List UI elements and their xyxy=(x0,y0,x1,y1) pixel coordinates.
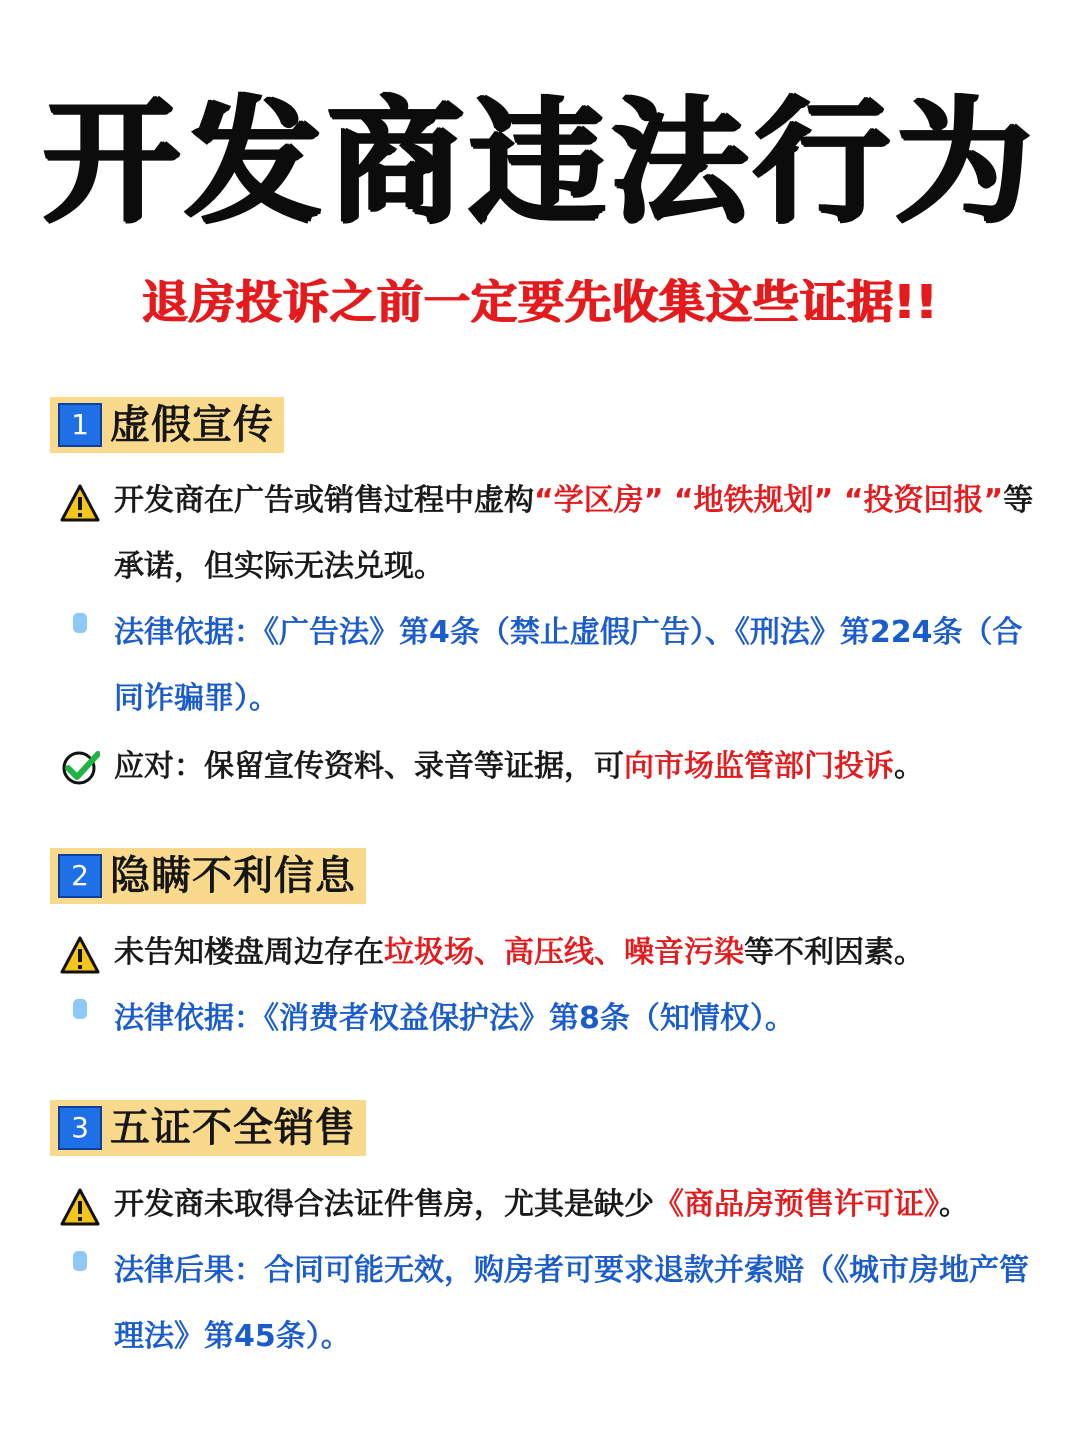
section-number: 2 xyxy=(58,854,102,898)
warning-icon xyxy=(60,934,100,978)
section-title: 隐瞒不利信息 xyxy=(110,853,356,899)
law-text: 法律依据：《消费者权益保护法》第8条（知情权）。 xyxy=(114,1001,795,1036)
section-number: 1 xyxy=(58,403,102,447)
response-text: 应对：保留宣传资料、录音等证据，可向市场监管部门投诉。 xyxy=(114,749,924,784)
section-title: 五证不全销售 xyxy=(110,1105,356,1151)
section-header xyxy=(50,397,284,453)
section-header xyxy=(50,1100,366,1156)
law-text: 法律依据：《广告法》第4条（禁止虚假广告）、《刑法》第224条（合同诈骗罪）。 xyxy=(114,615,1023,716)
warning-icon xyxy=(60,482,100,526)
law-text: 法律后果：合同可能无效，购房者可要求退款并索赔（《城市房地产管理法》第45条）。 xyxy=(114,1253,1029,1354)
page-title: 开发商违法行为 xyxy=(43,84,1037,242)
warning-text: 开发商未取得合法证件售房，尤其是缺少《商品房预售许可证》。 xyxy=(114,1187,969,1222)
section-header xyxy=(50,848,366,904)
bullet-icon xyxy=(73,999,87,1019)
warning-text: 开发商在广告或销售过程中虚构“学区房” “地铁规划” “投资回报”等承诺，但实际无法兑现。 xyxy=(114,483,1034,584)
warning-icon xyxy=(60,1186,100,1230)
bullet-icon xyxy=(73,1251,87,1271)
check-icon xyxy=(60,746,100,790)
section-title: 虚假宣传 xyxy=(110,402,274,448)
bullet-icon xyxy=(73,613,87,633)
section-number: 3 xyxy=(58,1106,102,1150)
page-subtitle: 退房投诉之前一定要先收集这些证据!! xyxy=(142,275,938,329)
warning-text: 未告知楼盘周边存在垃圾场、高压线、噪音污染等不利因素。 xyxy=(114,935,924,970)
